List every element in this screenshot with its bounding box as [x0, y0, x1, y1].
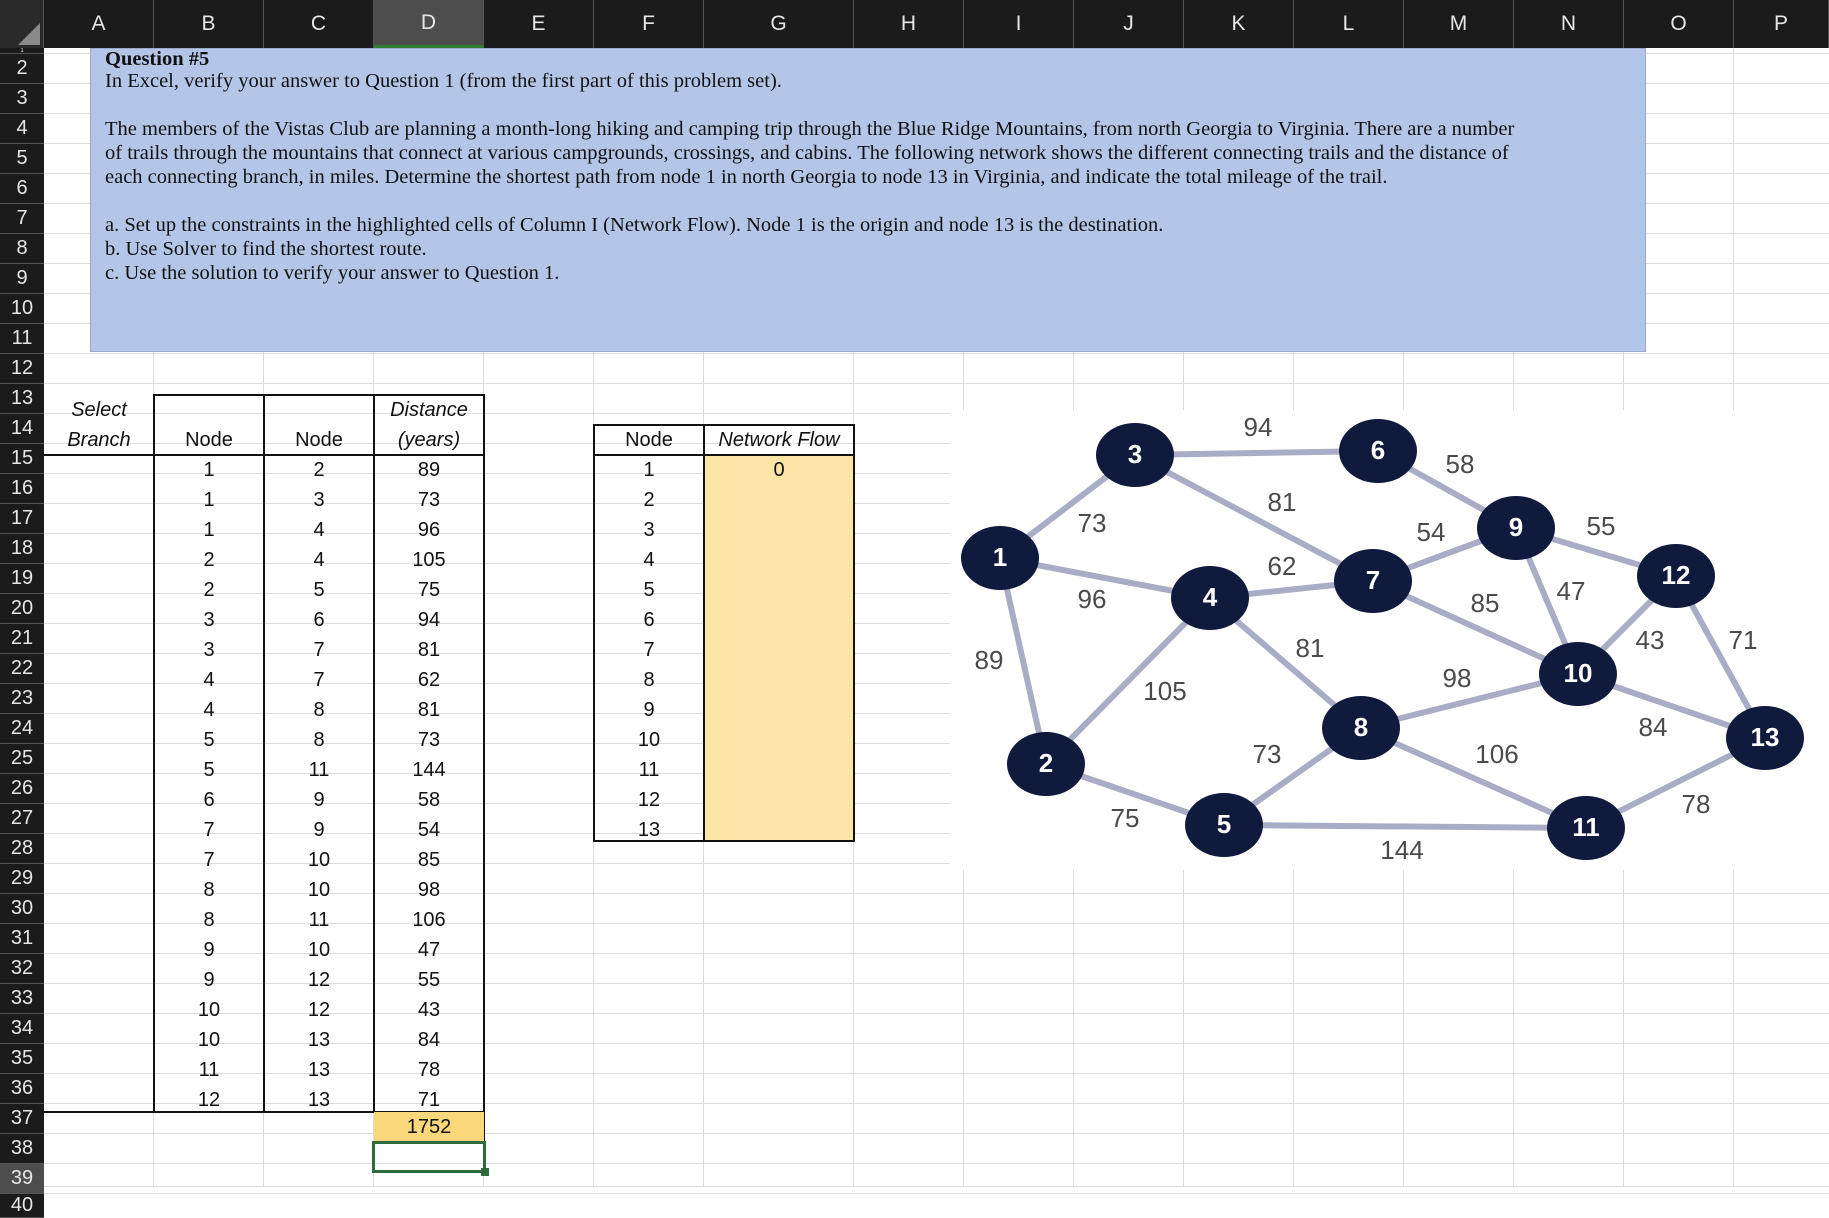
- column-header-h[interactable]: H: [854, 0, 964, 48]
- branch-from-cell[interactable]: 4: [203, 668, 215, 691]
- flow-node-cell[interactable]: 12: [637, 788, 661, 811]
- node-6-label: 6: [1370, 434, 1386, 465]
- edge-weight-label: 55: [1586, 510, 1616, 541]
- column-header-g[interactable]: G: [704, 0, 854, 48]
- selected-cell-d39[interactable]: [372, 1141, 486, 1173]
- row-header-21[interactable]: 21: [0, 624, 44, 654]
- edge-weight-label: 43: [1635, 624, 1665, 655]
- flow-node-cell[interactable]: 2: [643, 488, 655, 511]
- flow-table-border: [593, 424, 855, 842]
- row-header-19[interactable]: 19: [0, 564, 44, 594]
- branch-from-cell[interactable]: 6: [203, 788, 215, 811]
- edge-weight-label: 84: [1638, 711, 1668, 742]
- network-flow-node-1-cell[interactable]: 0: [773, 458, 785, 481]
- row-header-1[interactable]: 1: [0, 48, 44, 54]
- row-header-38[interactable]: 38: [0, 1134, 44, 1164]
- node-10-label: 10: [1563, 657, 1593, 688]
- edge-3-7: [1135, 455, 1373, 581]
- branch-distance-cell[interactable]: 85: [417, 848, 441, 871]
- column-header-m[interactable]: M: [1404, 0, 1514, 48]
- branch-distance-cell[interactable]: 84: [417, 1028, 441, 1051]
- node-4-label: 4: [1202, 581, 1218, 612]
- branch-to-cell[interactable]: 11: [308, 908, 330, 931]
- row-header-25[interactable]: 25: [0, 744, 44, 774]
- branch-distance-cell[interactable]: 71: [417, 1088, 441, 1111]
- branch-to-cell[interactable]: 10: [307, 938, 331, 961]
- gridline-row: [44, 353, 1829, 354]
- branch-to-cell[interactable]: 12: [307, 998, 331, 1021]
- edge-weight-label: 81: [1267, 486, 1297, 517]
- question-intro: In Excel, verify your answer to Question 1 (from the first part of this problem set).: [105, 70, 782, 92]
- branch-from-cell[interactable]: 7: [203, 848, 215, 871]
- gridline-row: [44, 1163, 1829, 1164]
- branch-distance-cell[interactable]: 81: [417, 698, 441, 721]
- branch-table-divider: [263, 394, 265, 1112]
- question-textbox[interactable]: [90, 48, 1646, 352]
- branch-distance-cell[interactable]: 75: [417, 578, 441, 601]
- row-header-29[interactable]: 29: [0, 864, 44, 894]
- row-header-11[interactable]: 11: [0, 324, 44, 354]
- edge-weight-label: 96: [1077, 583, 1107, 614]
- branch-from-cell[interactable]: 9: [203, 938, 215, 961]
- branch-from-cell[interactable]: 1: [203, 488, 215, 511]
- column-header-a[interactable]: A: [44, 0, 154, 48]
- node-8-label: 8: [1353, 711, 1369, 742]
- branch-from-cell[interactable]: 5: [203, 758, 215, 781]
- branch-from-cell[interactable]: 8: [203, 908, 215, 931]
- flow-node-cell[interactable]: 10: [637, 728, 661, 751]
- column-header-l[interactable]: L: [1294, 0, 1404, 48]
- instruction-c: c. Use the solution to verify your answer to Question 1.: [105, 262, 560, 284]
- row-header-33[interactable]: 33: [0, 984, 44, 1014]
- branch-distance-cell[interactable]: 73: [417, 728, 441, 751]
- select-all-corner[interactable]: [0, 0, 44, 48]
- header-branch[interactable]: Branch: [67, 428, 131, 451]
- row-header-2[interactable]: 2: [0, 54, 44, 84]
- flow-node-cell[interactable]: 1: [643, 458, 655, 481]
- network-diagram[interactable]: [950, 410, 1829, 870]
- gridline-row: [44, 1193, 1829, 1194]
- column-header-e[interactable]: E: [484, 0, 594, 48]
- node-1-label: 1: [992, 541, 1008, 572]
- edge-weight-label: 98: [1442, 662, 1472, 693]
- row-header-9[interactable]: 9: [0, 264, 44, 294]
- branch-distance-cell[interactable]: 54: [417, 818, 441, 841]
- flow-table-header-border: [593, 454, 855, 456]
- column-header-f[interactable]: F: [594, 0, 704, 48]
- branch-distance-cell[interactable]: 105: [412, 548, 446, 571]
- branch-to-cell[interactable]: 2: [313, 458, 325, 481]
- flow-node-cell[interactable]: 13: [637, 818, 661, 841]
- branch-from-cell[interactable]: 5: [203, 728, 215, 751]
- edge-weight-label: 73: [1077, 507, 1107, 538]
- branch-to-cell[interactable]: 13: [307, 1028, 331, 1051]
- edge-5-11: [1224, 825, 1586, 828]
- branch-from-cell[interactable]: 1: [203, 518, 215, 541]
- branch-distance-cell[interactable]: 47: [417, 938, 441, 961]
- node-11-label: 11: [1572, 811, 1600, 842]
- branch-to-cell[interactable]: 13: [307, 1058, 331, 1081]
- row-header-8[interactable]: 8: [0, 234, 44, 264]
- branch-to-cell[interactable]: 6: [313, 608, 325, 631]
- branch-distance-cell[interactable]: 98: [417, 878, 441, 901]
- row-header-10[interactable]: 10: [0, 294, 44, 324]
- column-header-k[interactable]: K: [1184, 0, 1294, 48]
- branch-distance-cell[interactable]: 62: [417, 668, 441, 691]
- row-header-15[interactable]: 15: [0, 444, 44, 474]
- header-distance-units[interactable]: (years): [397, 428, 461, 451]
- flow-node-cell[interactable]: 9: [643, 698, 655, 721]
- row-header-23[interactable]: 23: [0, 684, 44, 714]
- row-header-27[interactable]: 27: [0, 804, 44, 834]
- instruction-b: b. Use Solver to find the shortest route.: [105, 238, 427, 260]
- edge-weight-label: 73: [1252, 738, 1282, 769]
- row-header-6[interactable]: 6: [0, 174, 44, 204]
- branch-to-cell[interactable]: 11: [308, 758, 330, 781]
- row-header-14[interactable]: 14: [0, 414, 44, 444]
- question-title: Question #5: [105, 48, 210, 70]
- problem-line-2: of trails through the mountains that connect at various campgrounds, crossings, and cabins. The following network shows the different connecting trails and the distance of: [105, 142, 1509, 164]
- node-5-label: 5: [1216, 808, 1232, 839]
- flow-table-divider: [703, 424, 705, 842]
- column-header-d[interactable]: D: [374, 0, 484, 48]
- edge-weight-label: 47: [1556, 575, 1586, 606]
- edge-weight-label: 85: [1470, 587, 1500, 618]
- branch-to-cell[interactable]: 12: [307, 968, 331, 991]
- branch-distance-cell[interactable]: 55: [417, 968, 441, 991]
- edge-weight-label: 106: [1475, 738, 1519, 769]
- branch-distance-cell[interactable]: 78: [417, 1058, 441, 1081]
- branch-distance-cell[interactable]: 96: [417, 518, 441, 541]
- row-header-31[interactable]: 31: [0, 924, 44, 954]
- header-node-from[interactable]: Node: [185, 428, 233, 451]
- branch-from-cell[interactable]: 12: [197, 1088, 221, 1111]
- edge-weight-label: 54: [1416, 516, 1446, 547]
- branch-to-cell[interactable]: 4: [313, 548, 325, 571]
- row-header-40[interactable]: 40: [0, 1194, 44, 1218]
- edge-weight-label: 105: [1143, 675, 1187, 706]
- branch-distance-cell[interactable]: 81: [417, 638, 441, 661]
- branch-distance-cell[interactable]: 43: [417, 998, 441, 1021]
- branch-from-cell[interactable]: 4: [203, 698, 215, 721]
- row-header-13[interactable]: 13: [0, 384, 44, 414]
- branch-from-cell[interactable]: 11: [198, 1058, 220, 1081]
- edge-weight-label: 81: [1295, 632, 1325, 663]
- branch-to-cell[interactable]: 13: [307, 1088, 331, 1111]
- edge-weight-label: 78: [1681, 788, 1711, 819]
- flow-node-cell[interactable]: 5: [643, 578, 655, 601]
- edge-weight-label: 144: [1380, 834, 1424, 865]
- node-12-label: 12: [1661, 559, 1691, 590]
- header-node-to[interactable]: Node: [295, 428, 343, 451]
- branch-to-cell[interactable]: 9: [313, 788, 325, 811]
- node-3-label: 3: [1127, 438, 1143, 469]
- row-header-16[interactable]: 16: [0, 474, 44, 504]
- row-header-4[interactable]: 4: [0, 114, 44, 144]
- branch-to-cell[interactable]: 3: [313, 488, 325, 511]
- row-header-32[interactable]: 32: [0, 954, 44, 984]
- column-header-b[interactable]: B: [154, 0, 264, 48]
- column-header-p[interactable]: P: [1734, 0, 1829, 48]
- edge-weight-label: 75: [1110, 802, 1140, 833]
- branch-to-cell[interactable]: 8: [313, 698, 325, 721]
- problem-line-3: each connecting branch, in miles. Determine the shortest path from node 1 in north Georgia to node 13 in Virginia, and indicate the total mileage of the trail.: [105, 166, 1388, 188]
- branch-from-cell[interactable]: 2: [203, 548, 215, 571]
- branch-from-cell[interactable]: 2: [203, 578, 215, 601]
- branch-distance-cell[interactable]: 144: [412, 758, 446, 781]
- total-distance-value: 1752: [406, 1115, 452, 1138]
- branch-to-cell[interactable]: 7: [313, 638, 325, 661]
- row-header-39[interactable]: 39: [0, 1164, 44, 1194]
- header-select[interactable]: Select: [71, 398, 127, 421]
- edge-weight-label: 94: [1243, 411, 1273, 442]
- column-header-i[interactable]: I: [964, 0, 1074, 48]
- flow-node-cell[interactable]: 6: [643, 608, 655, 631]
- branch-table-divider: [153, 394, 155, 1112]
- header-flow-node[interactable]: Node: [625, 428, 673, 451]
- branch-from-cell[interactable]: 3: [203, 608, 215, 631]
- flow-node-cell[interactable]: 7: [643, 638, 655, 661]
- branch-to-cell[interactable]: 4: [313, 518, 325, 541]
- branch-from-cell[interactable]: 9: [203, 968, 215, 991]
- row-header-34[interactable]: 34: [0, 1014, 44, 1044]
- edge-weight-label: 58: [1445, 448, 1475, 479]
- gridline-row: [44, 383, 1829, 384]
- branch-to-cell[interactable]: 5: [313, 578, 325, 601]
- row-header-28[interactable]: 28: [0, 834, 44, 864]
- node-7-label: 7: [1365, 564, 1381, 595]
- branch-distance-cell[interactable]: 106: [412, 908, 446, 931]
- edge-weight-label: 71: [1728, 624, 1758, 655]
- branch-from-cell[interactable]: 1: [203, 458, 215, 481]
- branch-table-divider: [483, 394, 485, 1142]
- node-13-label: 13: [1750, 721, 1780, 752]
- branch-distance-cell[interactable]: 94: [417, 608, 441, 631]
- row-header-7[interactable]: 7: [0, 204, 44, 234]
- row-header-18[interactable]: 18: [0, 534, 44, 564]
- row-header-36[interactable]: 36: [0, 1074, 44, 1104]
- row-header-26[interactable]: 26: [0, 774, 44, 804]
- branch-to-cell[interactable]: 8: [313, 728, 325, 751]
- branch-to-cell[interactable]: 9: [313, 818, 325, 841]
- instruction-a: a. Set up the constraints in the highlighted cells of Column I (Network Flow). Node 1 is the origin and node 13 is the destination.: [105, 214, 1164, 236]
- branch-from-cell[interactable]: 8: [203, 878, 215, 901]
- row-header-17[interactable]: 17: [0, 504, 44, 534]
- edge-weight-label: 62: [1267, 550, 1297, 581]
- branch-from-cell[interactable]: 7: [203, 818, 215, 841]
- column-header-n[interactable]: N: [1514, 0, 1624, 48]
- node-9-label: 9: [1508, 511, 1524, 542]
- edge-weight-label: 89: [974, 644, 1004, 675]
- row-header-30[interactable]: 30: [0, 894, 44, 924]
- branch-distance-cell[interactable]: 73: [417, 488, 441, 511]
- branch-to-cell[interactable]: 10: [307, 878, 331, 901]
- branch-distance-cell[interactable]: 89: [417, 458, 441, 481]
- row-header-3[interactable]: 3: [0, 84, 44, 114]
- flow-node-cell[interactable]: 3: [643, 518, 655, 541]
- branch-distance-cell[interactable]: 58: [417, 788, 441, 811]
- network-diagram-svg: [950, 410, 1829, 870]
- column-header-o[interactable]: O: [1624, 0, 1734, 48]
- branch-to-cell[interactable]: 7: [313, 668, 325, 691]
- header-distance[interactable]: Distance: [390, 398, 468, 421]
- row-header-5[interactable]: 5: [0, 144, 44, 174]
- branch-to-cell[interactable]: 10: [307, 848, 331, 871]
- row-header-12[interactable]: 12: [0, 354, 44, 384]
- header-network-flow[interactable]: Network Flow: [718, 428, 840, 451]
- branch-from-cell[interactable]: 10: [197, 998, 221, 1021]
- row-header-22[interactable]: 22: [0, 654, 44, 684]
- row-header-24[interactable]: 24: [0, 714, 44, 744]
- column-header-c[interactable]: C: [264, 0, 374, 48]
- row-header-20[interactable]: 20: [0, 594, 44, 624]
- branch-from-cell[interactable]: 10: [197, 1028, 221, 1051]
- flow-node-cell[interactable]: 8: [643, 668, 655, 691]
- branch-table-top-border: [154, 394, 484, 396]
- branch-table-divider: [373, 394, 375, 1112]
- row-header-37[interactable]: 37: [0, 1104, 44, 1134]
- flow-node-cell[interactable]: 11: [638, 758, 660, 781]
- row-header-35[interactable]: 35: [0, 1044, 44, 1074]
- problem-line-1: The members of the Vistas Club are planning a month-long hiking and camping trip through the Blue Ridge Mountains, from north Georgia to Virginia. There are a number: [105, 118, 1515, 140]
- node-2-label: 2: [1038, 747, 1054, 778]
- gridline-row: [44, 1133, 1829, 1134]
- column-header-j[interactable]: J: [1074, 0, 1184, 48]
- branch-from-cell[interactable]: 3: [203, 638, 215, 661]
- flow-node-cell[interactable]: 4: [643, 548, 655, 571]
